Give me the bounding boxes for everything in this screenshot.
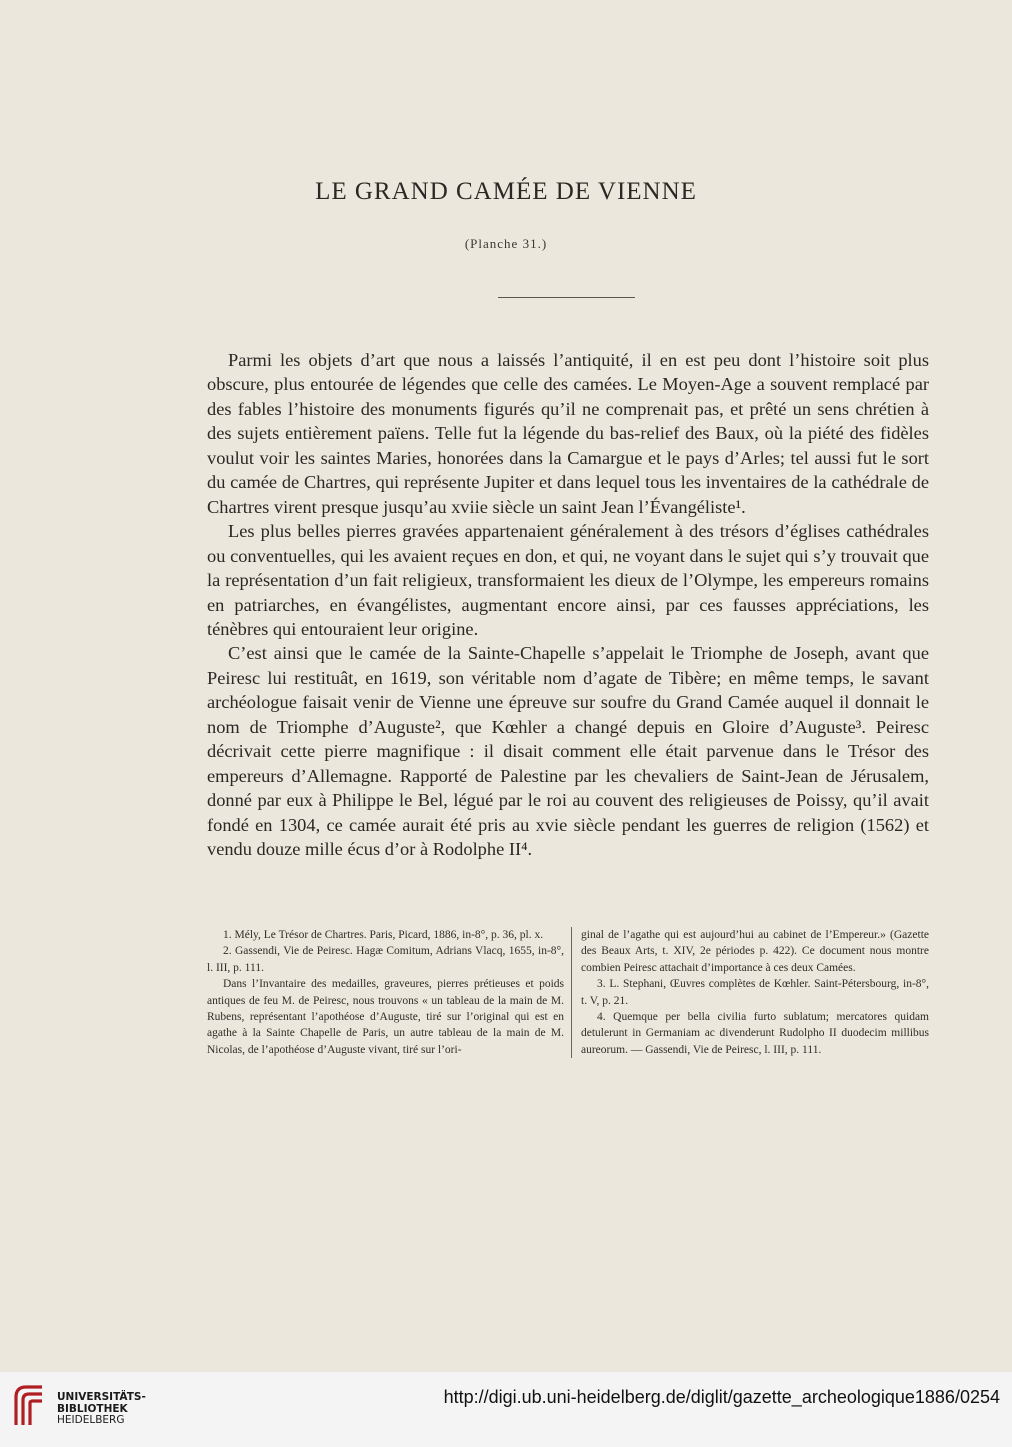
- viewer-footer: [0, 1372, 1012, 1447]
- footnotes: [207, 927, 929, 1058]
- body-paragraph-1: Parmi les objets d’art que nous a laissés l’antiquité, il en est peu dont l’histoire soit plus obscure, plus entourée de légendes que celle des camées. Le Moyen-Age a souvent remplacé par des fables l’histoire des monuments figurés qu’il ne comprenait pas, et prêté un sens chrétien à des sujets entièrement païens. Telle fut la légende du bas-relief des Baux, où la piété des fidèles voulut voir les saintes Maries, honorées dans la Camargue et le pays d’Arles; tel aussi fut le sort du camée de Chartres, qui représente Jupiter et dans lequel tous les inventaires de la cathédrale de Chartres virent presque jusqu’au xviie siècle un saint Jean l’Évangéliste¹.: [207, 350, 929, 517]
- body-paragraph-2: Les plus belles pierres gravées appartenaient généralement à des trésors d’églises cathédrales ou conventuelles, qui les avaient reçues en don, et qui, ne voyant dans le sujet qui s’y trouvait que la représentation d’un fait religieux, transformaient les dieux de l’Olympe, les empereurs romains en patriarches, en évangélistes, augmentant encore ainsi, par ces fausses appréciations, les ténèbres qui entouraient leur origine.: [207, 521, 929, 639]
- library-name[interactable]: [57, 1392, 146, 1427]
- footnote-2-continued: ginal de l’agathe qui est aujourd’hui au cabinet de l’Empereur.» (Gazette des Beaux Arts, t. XIV, 2e périodes p. 422). Ce document nous montre combien Peiresc attachait d’importance à ces deux Camées.: [581, 929, 929, 974]
- library-logo-icon[interactable]: [12, 1381, 50, 1429]
- body-paragraph-3: C’est ainsi que le camée de la Sainte-Chapelle s’appelait le Triomphe de Joseph, avant que Peiresc lui restituât, en 1619, son véritable nom d’agate de Tibère; en même temps, le savant archéologue faisait venir de Vienne une épreuve sur soufre du Grand Camée auquel il donnait le nom de Triomphe d’Auguste², que Kœhler a changé depuis en Gloire d’Auguste³. Peiresc décrivait cette pierre magnifique : il disait comment elle était parvenue dans le Trésor des empereurs d’Allemagne. Rapporté de Palestine par les chevaliers de Saint-Jean de Jérusalem, donné par eux à Philippe le Bel, légué par le roi au couvent des religieuses de Poissy, qu’il avait fondé en 1304, ce camée aurait été pris au xvie siècle pendant les guerres de religion (1562) et vendu douze mille écus d’or à Rodolphe II⁴.: [207, 643, 929, 860]
- library-name-line-2: BIBLIOTHEK: [57, 1402, 128, 1415]
- footnote-2-quote: Dans l’Invantaire des medailles, graveures, pierres prétieuses et poids antiques de feu M. de Peiresc, nous trouvons « un tableau de la main de M. Rubens, représentant l’apothéose d’Auguste, tiré sur l’original qui est en agathe à la Sainte Chapelle de Paris, un autre tableau de la main de M. Nicolas, de l’apothéose d’Auguste vivant, tiré sur l’ori-: [207, 978, 564, 1056]
- footnotes-left-column: [207, 927, 564, 1058]
- title-divider: [498, 297, 635, 298]
- footnote-2: 2. Gassendi, Vie de Peiresc. Hagæ Comitum, Adrians Vlacq, 1655, in-8°, l. III, p. 111.: [207, 945, 564, 974]
- page-url[interactable]: http://digi.ub.uni-heidelberg.de/diglit/gazette_archeologique1886/0254: [443, 1387, 1000, 1407]
- footnote-1: 1. Mély, Le Trésor de Chartres. Paris, Picard, 1886, in-8°, p. 36, pl. x.: [223, 929, 544, 941]
- article-title: LE GRAND CAMÉE DE VIENNE: [315, 178, 697, 205]
- article-body: [207, 348, 929, 862]
- library-name-line-1: UNIVERSITÄTS-: [57, 1391, 146, 1403]
- library-name-line-3: HEIDELBERG: [57, 1414, 125, 1426]
- footnote-3: 3. L. Stephani, Œuvres complètes de Kœhler. Saint-Pétersbourg, in-8°, t. V, p. 21.: [581, 978, 929, 1007]
- footnote-4: 4. Quemque per bella civilia furto sublatum; mercatores quidam detulerunt in Germaniam ac divenderunt Rudolpho II duodecim millibus aureorum. — Gassendi, Vie de Peiresc, l. III, p. 111.: [581, 1011, 929, 1056]
- plate-reference: (Planche 31.): [464, 236, 548, 251]
- footnotes-right-column: [571, 927, 929, 1058]
